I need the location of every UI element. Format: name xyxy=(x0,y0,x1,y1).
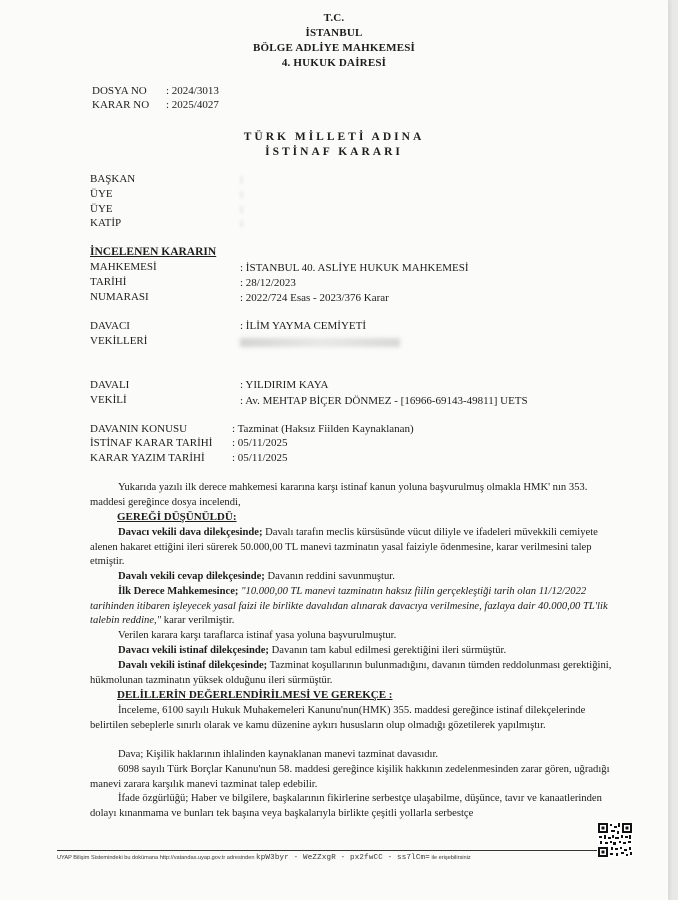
davaci-vekil-label: VEKİLLERİ xyxy=(90,335,148,347)
panel-uye1-value: : xyxy=(240,188,244,200)
panel-baskan-value: : xyxy=(240,173,244,185)
qr-code-icon xyxy=(597,822,633,858)
deliller-heading: DELİLLERİN DEĞERLENDİRİLMESİ VE GEREKÇE : xyxy=(117,689,393,701)
yazim-date-value: : 05/11/2025 xyxy=(232,452,288,464)
reviewed-heading: İNCELENEN KARARIN xyxy=(90,246,217,258)
davaci-label: DAVACI xyxy=(90,320,130,332)
davaci-istinaf-text: Davanın tam kabul edilmesi gerektiğini ileri sürmüştür. xyxy=(268,645,507,656)
davaci-istinaf-paragraph xyxy=(90,644,622,659)
dosya-no-label: DOSYA NO xyxy=(92,85,147,97)
inceleme-paragraph: İnceleme, 6100 sayılı Hukuk Muhakemeleri Kanunu'nun(HMK) 355. maddesi gereğince istinaf dilekçelerinde belirtilen sebeplerle sınırlı olarak ve kamu düzenine aykırı hususların olup olmadığı gözetilerek yapılmıştır. xyxy=(90,705,586,731)
redacted-lawyer xyxy=(240,338,400,347)
header-court: BÖLGE ADLİYE MAHKEMESİ xyxy=(252,42,416,54)
ilk-derece-quote: "10.000,00 TL manevi tazminatın haksız fiilin gerçekleştiği tarih olan 11/12/2022 tarihinden itibaren işleyecek yasal faizi ile birlikte davalıdan alınarak davacıya verilmesine, fazlaya dair 40.000,00 TL'lik talebin reddine," xyxy=(90,586,608,627)
panel-uye1-label: ÜYE xyxy=(90,188,113,200)
panel-katip-label: KATİP xyxy=(90,217,122,229)
davali-cevap-paragraph xyxy=(90,570,622,585)
footer-verification xyxy=(57,854,471,862)
reviewed-court-label: MAHKEMESİ xyxy=(90,261,157,273)
davali-cevap-lead: Davalı vekili cevap dilekçesinde; xyxy=(118,571,265,582)
intro-paragraph: Yukarıda yazılı ilk derece mahkemesi kararına karşı istinaf kanun yoluna başvurulmuş olmakla HMK' nın 353. maddesi gereğince dosya incelendi, xyxy=(90,482,588,508)
panel-baskan-label: BAŞKAN xyxy=(90,173,136,185)
panel-uye2-label: ÜYE xyxy=(90,203,113,215)
istinaf-date-value: : 05/11/2025 xyxy=(232,437,288,449)
dosya-no-value: : 2024/3013 xyxy=(166,85,219,97)
davaci-dilekce-lead: Davacı vekili dava dilekçesinde; xyxy=(118,527,263,538)
karar-no-label: KARAR NO xyxy=(92,99,150,111)
ifade-ozgurlugu-paragraph: İfade özgürlüğü; Haber ve bilgilere, başkalarının fikirlerine serbestçe ulaşabilme, düşünce, tavır ve kanaatlerinden dolayı kınanmama ve bunları tek başına veya başkalarıyla birlikte çeşitli yollarla serbestçe xyxy=(90,793,602,819)
reviewed-number-value: : 2022/724 Esas - 2023/376 Karar xyxy=(240,292,389,304)
ilk-derece-paragraph xyxy=(90,585,622,629)
footer-text-start: UYAP Bilişim Sistemindeki bu dokümana http://vatandas.uyap.gov.tr adresinden xyxy=(57,855,255,861)
davali-istinaf-lead: Davalı vekili istinaf dilekçesinde; xyxy=(118,660,268,671)
davali-cevap-text: Davanın reddini savunmuştur. xyxy=(264,571,395,582)
reviewed-court-value: : İSTANBUL 40. ASLİYE HUKUK MAHKEMESİ xyxy=(240,262,469,274)
istinaf-date-label: İSTİNAF KARAR TARİHİ xyxy=(90,437,213,449)
panel-katip-value: : xyxy=(240,217,244,229)
header-chamber: 4. HUKUK DAİRESİ xyxy=(281,57,387,69)
davali-istinaf-text: Tazminat koşullarının bulunmadığını, davanın tümden reddolunması gerektiğini, hükmolunan tazminatın yüksek olduğunu ileri sürmüştür. xyxy=(90,660,612,686)
davaci-dilekce-paragraph xyxy=(90,526,622,570)
title-decision: İSTİNAF KARARI xyxy=(265,146,403,158)
header-city: İSTANBUL xyxy=(305,27,363,39)
davaci-value: : İLİM YAYMA CEMİYETİ xyxy=(240,320,366,332)
tbk-58-paragraph: 6098 sayılı Türk Borçlar Kanunu'nun 58. maddesi gereğince kişilik hakkının zedelenmesinden zarar gören, uğradığı manevi zarara karşılık manevi tazminat talep edebilir. xyxy=(90,764,610,790)
davali-vekil-value: : Av. MEHTAP BİÇER DÖNMEZ - [16966-69143-49811] UETS xyxy=(240,395,528,407)
istinaf-basvuru-paragraph: Verilen karara karşı taraflarca istinaf yasa yoluna başvurulmuştur. xyxy=(118,630,397,641)
ilk-derece-tail: karar verilmiştir. xyxy=(161,615,235,627)
davali-label: DAVALI xyxy=(90,379,130,391)
karar-no-value: : 2025/4027 xyxy=(166,99,219,111)
dava-turu-paragraph: Dava; Kişilik haklarının ihlalinden kaynaklanan manevi tazminat davasıdır. xyxy=(118,749,439,760)
reviewed-date-label: TARİHİ xyxy=(90,276,127,288)
yazim-date-label: KARAR YAZIM TARİHİ xyxy=(90,452,205,464)
davaci-istinaf-lead: Davacı vekili istinaf dilekçesinde; xyxy=(118,645,269,656)
footer-rule xyxy=(57,850,612,851)
reviewed-number-label: NUMARASI xyxy=(90,291,149,303)
konu-value: : Tazminat (Haksız Fiilden Kaynaklanan) xyxy=(232,423,414,435)
footer-code: kpW3byr - WeZZxgR - px2fwCC - ss7lCm= xyxy=(256,854,430,862)
geregi-heading: GEREĞİ DÜŞÜNÜLDÜ: xyxy=(117,511,237,523)
reviewed-date-value: : 28/12/2023 xyxy=(240,277,296,289)
footer-text-end: ile erişebilirsiniz xyxy=(431,855,471,861)
header-tc: T.C. xyxy=(323,12,345,24)
panel-uye2-value: : xyxy=(240,203,244,215)
davali-vekil-label: VEKİLİ xyxy=(90,394,127,406)
davali-istinaf-paragraph xyxy=(90,659,622,688)
title-nation: TÜRK MİLLETİ ADINA xyxy=(243,131,425,143)
davali-value: : YILDIRIM KAYA xyxy=(240,379,329,391)
konu-label: DAVANIN KONUSU xyxy=(90,423,188,435)
davaci-dilekce-text: Davalı tarafın meclis kürsüsünde vücut diliyle ve ifadeleri müvekkili cemiyete alenen hakaret ettiğini ileri sürerek 50.000,00 TL manevi tazminatın yasal faiziyle ödenmesine, karar verilmesini talep etmiştir. xyxy=(90,527,598,568)
ilk-derece-lead: İlk Derece Mahkemesince; xyxy=(118,586,239,597)
